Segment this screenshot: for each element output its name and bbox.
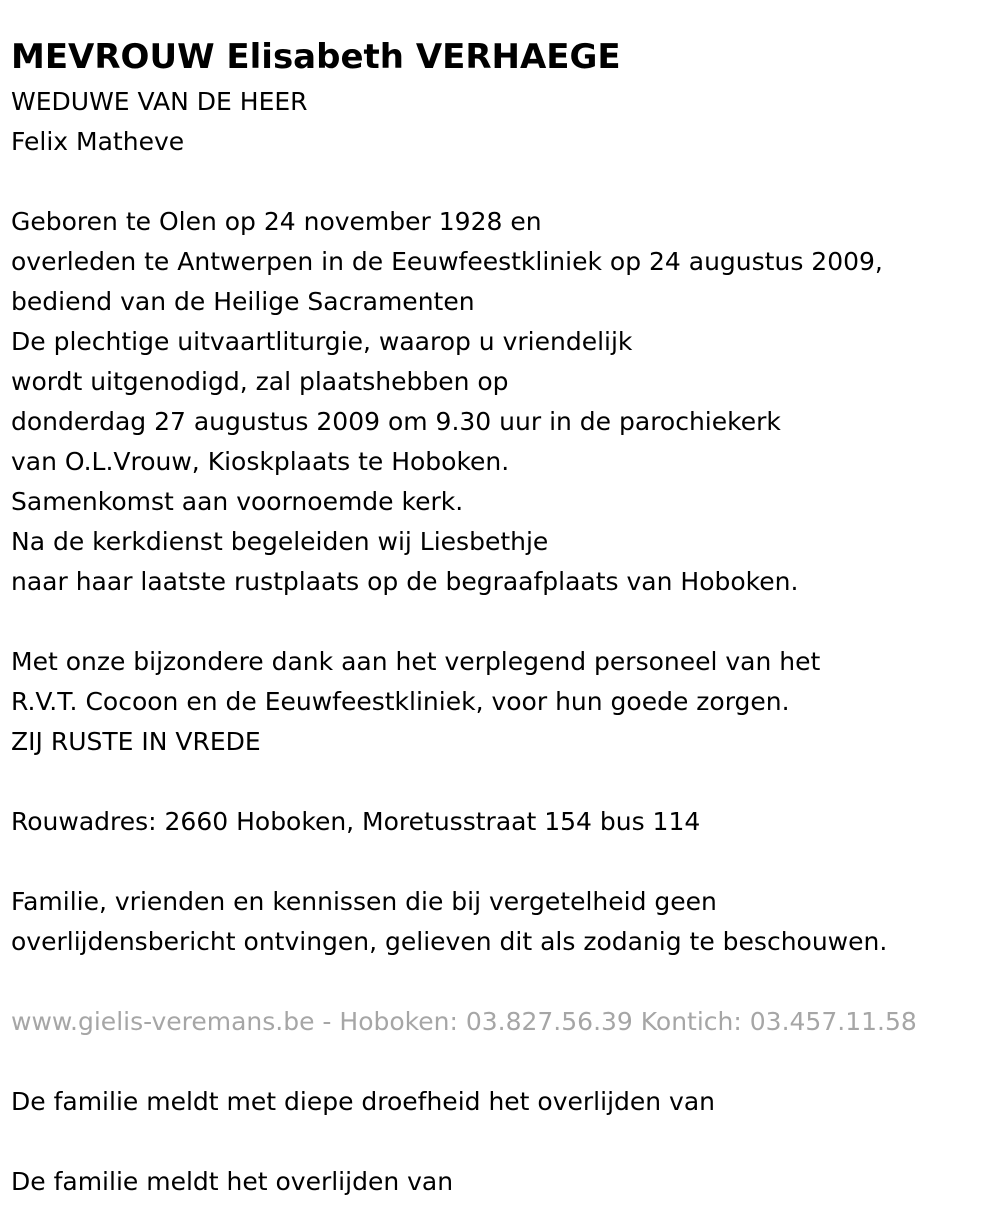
detail-line: wordt uitgenodigd, zal plaatshebben op xyxy=(11,367,509,396)
spacer xyxy=(11,162,991,202)
thanks-line: Met onze bijzondere dank aan het verplegend personeel van het xyxy=(11,647,821,676)
detail-line: naar haar laatste rustplaats op de begraafplaats van Hoboken. xyxy=(11,567,799,596)
family-announcement-short: De familie meldt het overlijden van xyxy=(11,1167,454,1196)
spacer xyxy=(11,762,991,802)
spouse-name: Felix Matheve xyxy=(11,127,185,156)
detail-line: Na de kerkdienst begeleiden wij Liesbethje xyxy=(11,527,549,556)
notice-line: Familie, vrienden en kennissen die bij vergetelheid geen xyxy=(11,887,717,916)
spacer xyxy=(11,962,991,1002)
deceased-name-title: MEVROUW Elisabeth VERHAEGE xyxy=(11,37,621,77)
detail-line: De plechtige uitvaartliturgie, waarop u vriendelijk xyxy=(11,327,633,356)
spouse-intro: WEDUWE VAN DE HEER xyxy=(11,87,308,116)
notice-line: overlijdensbericht ontvingen, gelieven dit als zodanig te beschouwen. xyxy=(11,927,888,956)
detail-line: overleden te Antwerpen in de Eeuwfeestkliniek op 24 augustus 2009, xyxy=(11,247,883,276)
spacer xyxy=(11,602,991,642)
detail-line: donderdag 27 augustus 2009 om 9.30 uur in de parochiekerk xyxy=(11,407,781,436)
detail-line: Geboren te Olen op 24 november 1928 en xyxy=(11,207,542,236)
spacer xyxy=(11,1042,991,1082)
notice-block xyxy=(11,882,991,962)
rest-in-peace: ZIJ RUSTE IN VREDE xyxy=(11,727,261,756)
details-block xyxy=(11,202,991,602)
thanks-line: R.V.T. Cocoon en de Eeuwfeestkliniek, voor hun goede zorgen. xyxy=(11,687,790,716)
spacer xyxy=(11,842,991,882)
mourning-address: Rouwadres: 2660 Hoboken, Moretusstraat 154 bus 114 xyxy=(11,807,701,836)
family-announcement: De familie meldt met diepe droefheid het overlijden van xyxy=(11,1087,716,1116)
thanks-block xyxy=(11,642,991,762)
detail-line: Samenkomst aan voornoemde kerk. xyxy=(11,487,464,516)
detail-line: van O.L.Vrouw, Kioskplaats te Hoboken. xyxy=(11,447,510,476)
spacer xyxy=(11,1122,991,1162)
funeral-home-contact: www.gielis-veremans.be - Hoboken: 03.827.56.39 Kontich: 03.457.11.58 xyxy=(11,1007,917,1036)
obituary-document xyxy=(11,34,991,1202)
detail-line: bediend van de Heilige Sacramenten xyxy=(11,287,475,316)
